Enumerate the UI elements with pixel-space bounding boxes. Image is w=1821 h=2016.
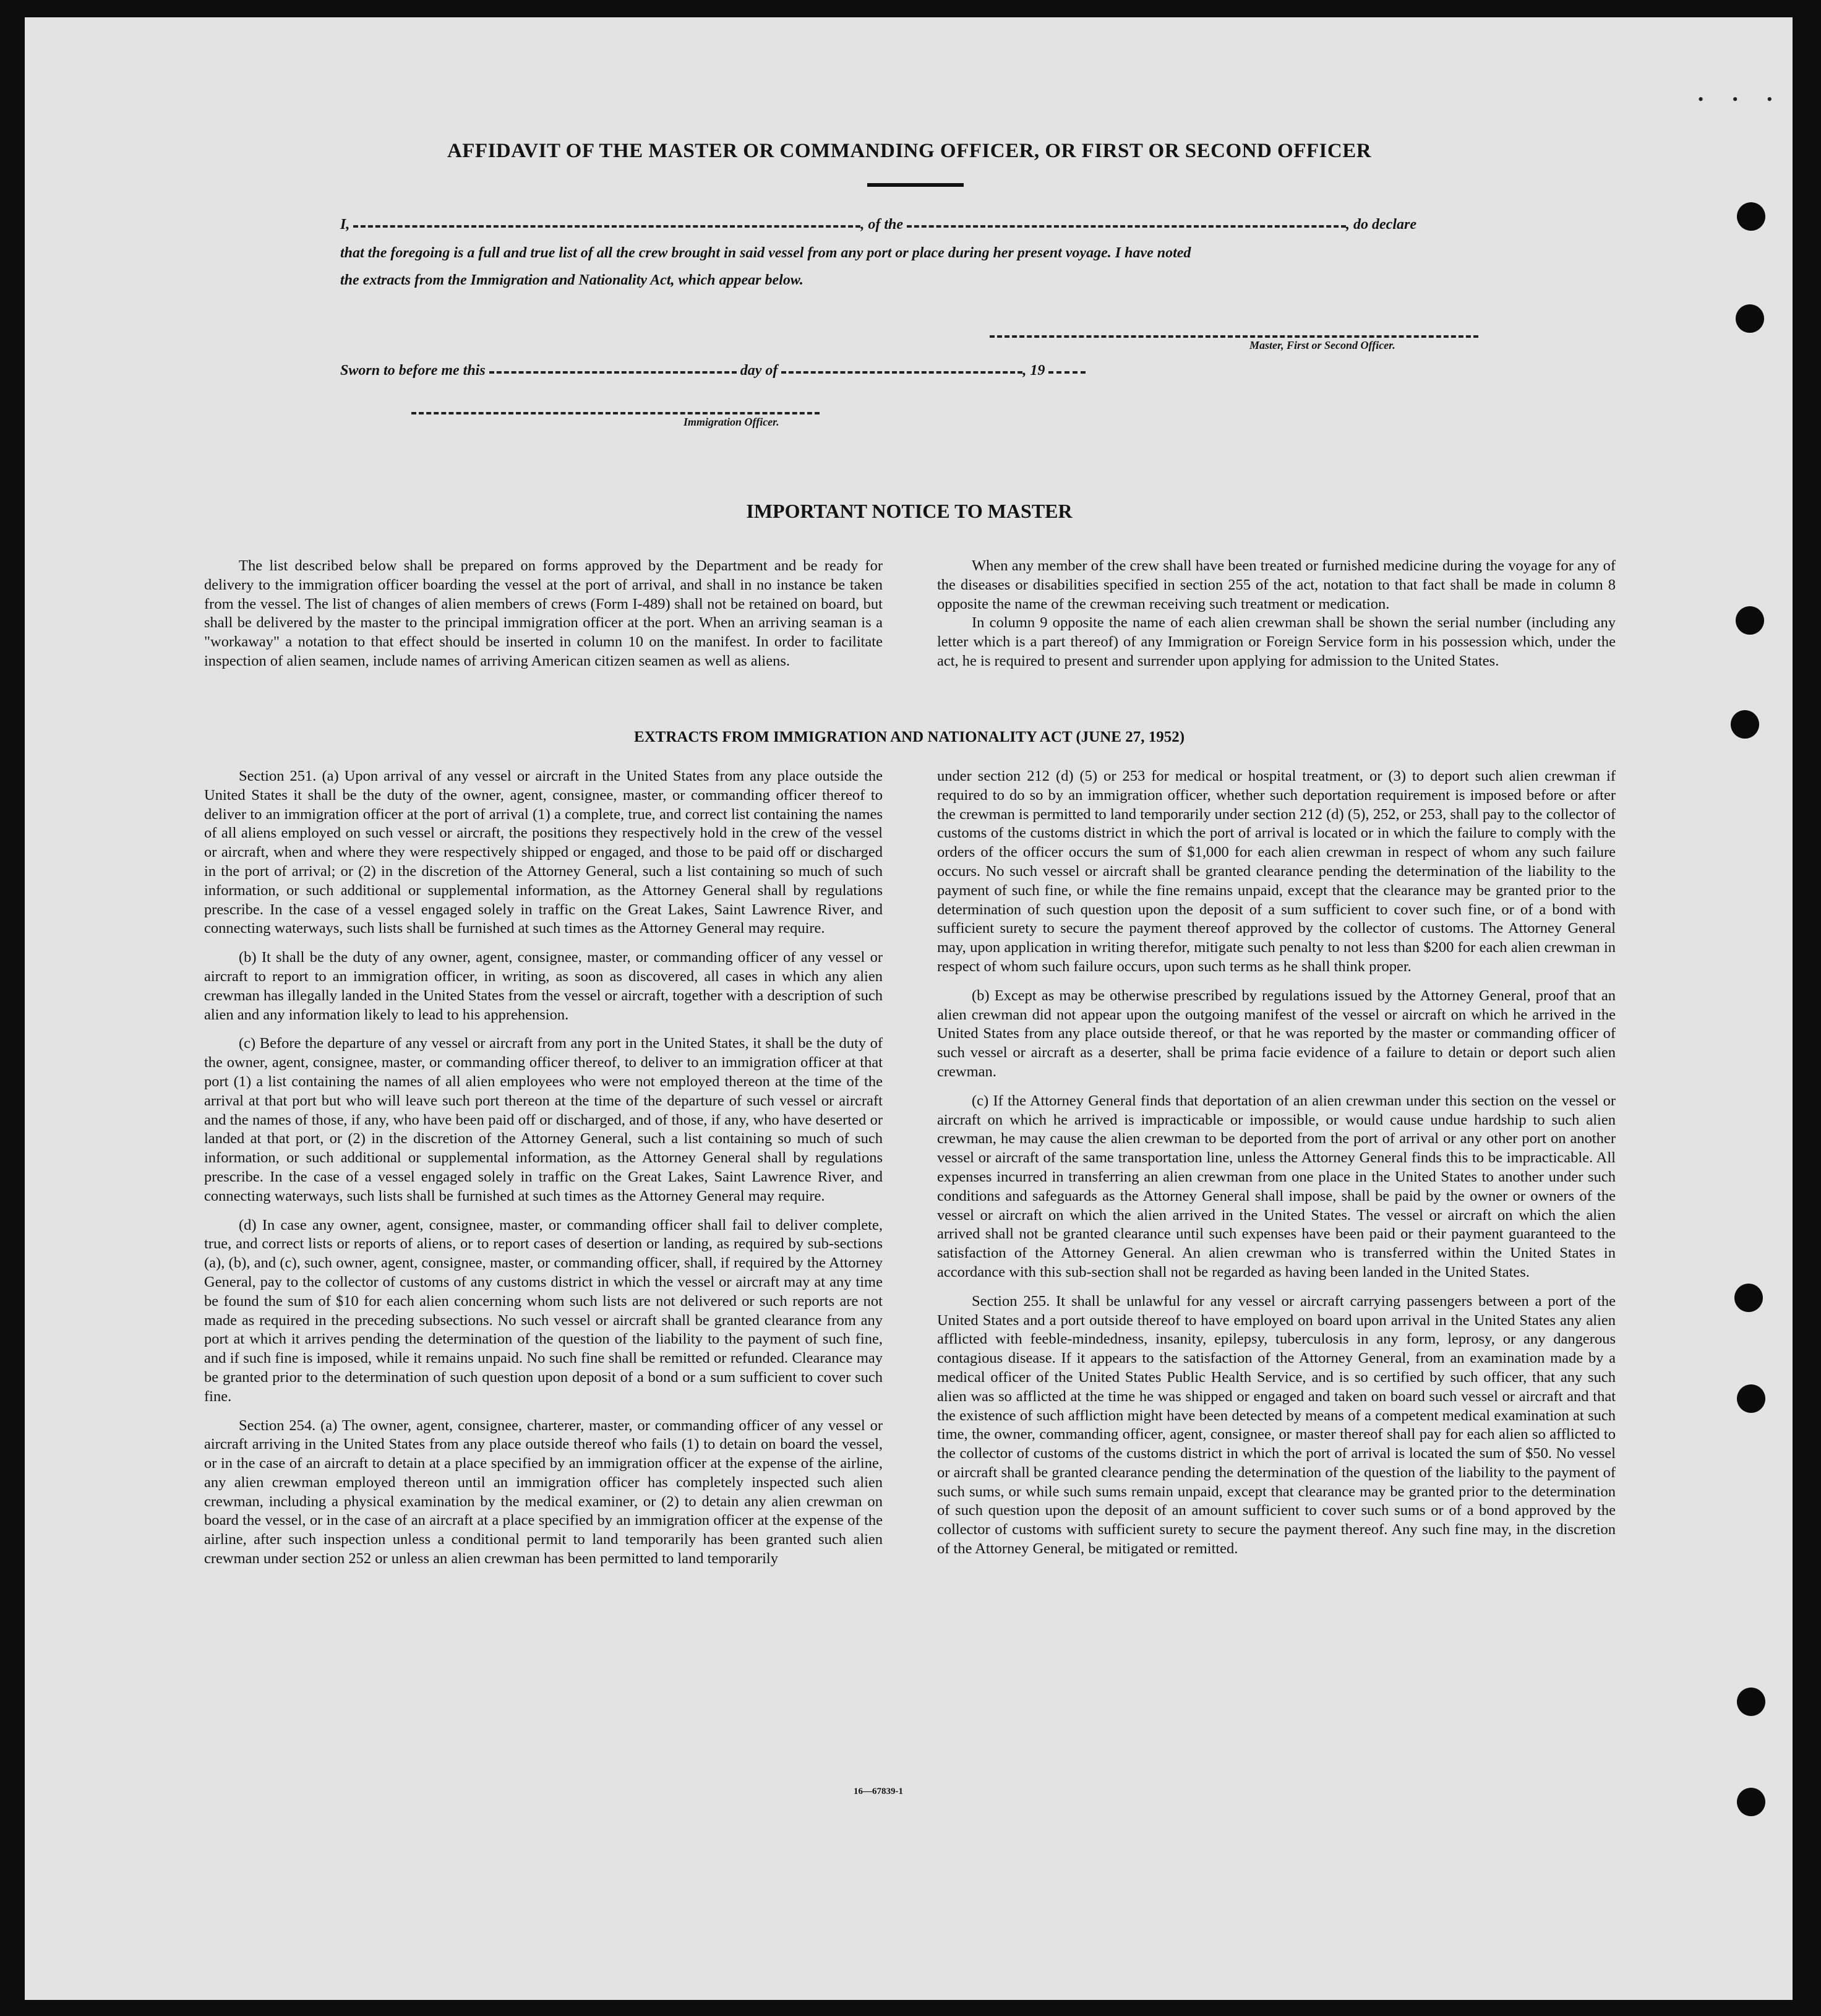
notice-right-column	[937, 557, 1616, 671]
punch-hole	[1734, 1284, 1763, 1312]
punch-hole	[1737, 1384, 1765, 1413]
year-prefix: , 19	[1022, 362, 1045, 379]
form-code: 16—67839-1	[854, 1787, 903, 1796]
sworn-label: Sworn to before me this	[340, 362, 486, 379]
sworn-year-blank[interactable]	[1048, 369, 1086, 374]
title-underline	[867, 183, 964, 187]
affidavit-of-the: , of the	[860, 217, 904, 233]
section-255: Section 255. It shall be unlawful for any vessel or aircraft carrying passengers between a port of the United States and a port outside thereof to have employed on board upon arrival in the United States any alien afflicted with feeble-mindedness, insanity, epilepsy, tuberculosis in any form, leprosy, or any dangerous contagious disease. If it appears to the satisfaction of the Attorney General, from an examination made by a medical officer of the United States Public Health Service, and is so certified by such officer, that any such alien was so afflicted at the time he was shipped or engaged and taken on board such vessel or aircraft and that the existence of such affliction might have been detected by means of a competent medical examination at such time, the owner, commanding officer, agent, consignee, or master thereof shall pay for each alien so afflicted to the collector of customs of the customs district in which the port of arrival is located the sum of $50. No vessel or aircraft shall be granted clearance pending the determination of the question of the liability to the payment of such sums, or while such sums remain unpaid, except that clearance may be granted prior to the determination of such question upon the deposit of an amount sufficient to cover such sums or of a bond approved by the collector of customs with sufficient surety to secure the payment thereof. Any such fine may, in the discretion of the Attorney General, be mitigated or remitted.	[937, 1292, 1616, 1558]
section-254-a: Section 254. (a) The owner, agent, consignee, charterer, master, or commanding officer of any vessel or aircraft arriving in the United States from any place outside thereof who fails (1) to detain on board the vessel, or in the case of an aircraft to detain at a place specified by an immigration officer at the expense of the airline, any alien crewman employed thereon until an immigration officer has completely inspected such alien crewman, including a physical examination by the medical examiner, or (2) to detain any alien crewman on board the vessel, or in the case of an aircraft at a place specified by an immigration officer at the expense of the airline, after such inspection unless a conditional permit to land temporarily has been granted such alien crewman under section 252 or unless an alien crewman has been permitted to land temporarily	[204, 1417, 883, 1568]
section-254-c: (c) If the Attorney General finds that deportation of an alien crewman under this section on the vessel or aircraft on which he arrived is impracticable or impossible, or would cause undue hardship to such alien crewman, he may cause the alien crewman to be deported from the port of arrival or any other port on another vessel or aircraft of the same transportation line, unless the Attorney General finds this to be impracticable. All expenses incurred in transferring an alien crewman from one place in the United States to another under such conditions and safeguards as the Attorney General shall impose, shall be paid by the owner or owners of the vessel or aircraft on which the alien arrived in the United States. The vessel or aircraft on which the alien arrived shall not be granted clearance until such expenses have been paid or their payment guaranteed to the satisfaction of the Attorney General. An alien crewman who is transferred within the United States in accordance with this sub-section shall not be regarded as having been landed in the United States.	[937, 1092, 1616, 1280]
extracts-right-column	[937, 767, 1616, 1569]
affidavit-line-3: the extracts from the Immigration and Nationality Act, which appear below.	[340, 272, 803, 288]
affidavit-i: I,	[340, 217, 350, 233]
sworn-month-blank[interactable]	[781, 369, 1022, 374]
punch-hole	[1736, 606, 1764, 635]
section-251-b: (b) It shall be the duty of any owner, agent, consignee, master, or commanding officer of any vessel or aircraft to report to an immigration officer, in writing, as soon as discovered, all cases in which any alien crewman has illegally landed in the United States from the vessel or aircraft, together with a description of such alien and any information likely to lead to his apprehension.	[204, 949, 883, 1023]
affidavit-declare: , do declare	[1346, 217, 1416, 233]
print-specks: • • •	[1698, 90, 1785, 108]
section-254-a-continued: under section 212 (d) (5) or 253 for medical or hospital treatment, or (3) to deport such alien crewman if required to do so by an immigration officer, whether such deportation requirement is imposed before or after the crewman is permitted to land temporarily under section 212 (d) (5), 252, or 253, shall pay to the collector of customs of the customs district in which the port of arrival is located or in which the failure to comply with the orders of the officer occurs the sum of $1,000 for each alien crewman in respect of whom any such failure occurs. No such vessel or aircraft shall be granted clearance pending the determination of the liability to the payment of such fine, or while the fine remains unpaid, except that the clearance may be granted prior to the determination of such question upon the deposit of a sum sufficient to cover such fine, or of a bond with sufficient surety to secure the payment thereof approved by the collector of customs. The Attorney General may, upon application in writing therefor, mitigate such penalty to not less than $200 for each alien crewman in respect of whom such failure occurs, upon such terms as he shall think proper.	[937, 768, 1616, 975]
affidavit-title: AFFIDAVIT OF THE MASTER OR COMMANDING OFFICER, OR FIRST OR SECOND OFFICER	[447, 140, 1372, 162]
notice-right-paragraph: In column 9 opposite the name of each alien crewman shall be shown the serial number (including any letter which is a part thereof) of any Immigration or Foreign Service form in his possession which, under the act, he is required to present and surrender upon applying for admission to the United States.	[937, 614, 1616, 669]
punch-hole	[1736, 304, 1764, 333]
section-251-c: (c) Before the departure of any vessel or aircraft from any port in the United States, it shall be the duty of the owner, agent, consignee, master, or commanding officer thereof, to deliver to an immigration officer at that port (1) a list containing the names of all alien employees who were not employed thereon at the time of the arrival at that port but who will leave such port thereon at the time of the departure of such vessel or aircraft and the names of those, if any, who have been paid off or discharged, and of those, if any, who have deserted or landed at that port, or (2) in the discretion of the Attorney General, such a list containing so much of such information, or such additional or supplemental information, as the Attorney General shall by regulations prescribe. In the case of a vessel engaged solely in traffic on the Great Lakes, Saint Lawrence River, and connecting waterways, such lists shall be furnished at such times as the Attorney General may require.	[204, 1035, 883, 1204]
master-signature-label: Master, First or Second Officer.	[1249, 339, 1395, 351]
punch-hole	[1731, 710, 1759, 739]
extracts-title: EXTRACTS FROM IMMIGRATION AND NATIONALITY ACT (JUNE 27, 1952)	[633, 729, 1185, 745]
punch-hole	[1737, 1788, 1765, 1816]
sworn-line	[340, 362, 1086, 379]
master-signature-line[interactable]	[990, 335, 1478, 338]
affidavit-line-2: that the foregoing is a full and true list of all the crew brought in said vessel from any port or place during her present voyage. I have noted	[340, 245, 1191, 261]
vessel-blank[interactable]	[907, 223, 1346, 228]
notice-title: IMPORTANT NOTICE TO MASTER	[746, 500, 1073, 522]
name-blank[interactable]	[353, 223, 860, 228]
affidavit-line-1	[340, 217, 1416, 233]
sworn-day-blank[interactable]	[489, 369, 737, 374]
extracts-left-column	[204, 767, 883, 1579]
immigration-officer-signature-line[interactable]	[411, 412, 820, 414]
immigration-officer-label: Immigration Officer.	[683, 416, 779, 428]
notice-left-column	[204, 557, 883, 671]
notice-left-paragraph: The list described below shall be prepared on forms approved by the Department and be ready for delivery to the immigration officer boarding the vessel at the port of arrival, and shall in no instance be taken from the vessel. The list of changes of alien members of crews (Form I-489) shall not be retained on board, but shall be delivered by the master to the principal immigration officer at the port. When an arriving seaman is a "workaway" a notation to that effect should be inserted in column 10 on the manifest. In order to facilitate inspection of alien seamen, include names of arriving American citizen seamen as well as aliens.	[204, 557, 883, 669]
punch-hole	[1737, 202, 1765, 231]
section-251-d: (d) In case any owner, agent, consignee, master, or commanding officer shall fail to deliver complete, true, and correct lists or reports of aliens, or to report cases of desertion or landing, as required by sub-sections (a), (b), and (c), such owner, agent, consignee, master, or commanding officer, shall, if required by the Attorney General, pay to the collector of customs of any customs district in which the vessel or aircraft may at any time be found the sum of $10 for each alien concerning whom such lists are not delivered or such reports are not made as required in the preceding subsections. No such vessel or aircraft shall be granted clearance from any port at which it arrives pending the determination of the question of the liability to the payment of such fine, and if such fine is imposed, while it remains unpaid. No such fine shall be remitted or refunded. Clearance may be granted prior to the determination of such question upon deposit of a bond or a sum sufficient to cover such fine.	[204, 1216, 883, 1405]
punch-hole	[1737, 1688, 1765, 1716]
section-251-a: Section 251. (a) Upon arrival of any vessel or aircraft in the United States from any place outside the United States it shall be the duty of the owner, agent, consignee, master, or commanding officer thereof to deliver to an immigration officer at the port of arrival (1) a complete, true, and correct list containing the names of all aliens employed on such vessel or aircraft, the positions they respectively hold in the crew of the vessel or aircraft, when and where they were respectively shipped or engaged, and those to be paid off or discharged in the port of arrival; or (2) in the discretion of the Attorney General, such a list containing so much of such information, or such additional or supplemental information, as the Attorney General shall by regulations prescribe. In the case of a vessel engaged solely in traffic on the Great Lakes, Saint Lawrence River, and connecting waterways, such lists shall be furnished at such times as the Attorney General may require.	[204, 768, 883, 937]
day-of-label: day of	[740, 362, 778, 379]
notice-right-paragraph: When any member of the crew shall have been treated or furnished medicine during the voyage for any of the diseases or disabilities specified in section 255 of the act, notation to that fact shall be made in column 8 opposite the name of the crewman receiving such treatment or medication.	[937, 557, 1616, 612]
section-254-b: (b) Except as may be otherwise prescribed by regulations issued by the Attorney General, proof that an alien crewman did not appear upon the outgoing manifest of the vessel or aircraft on which he arrived in the United States from any place outside thereof, or that he was reported by the master or commanding officer of such vessel or aircraft as a deserter, shall be prima facie evidence of a failure to detain or deport such alien crewman.	[937, 987, 1616, 1080]
